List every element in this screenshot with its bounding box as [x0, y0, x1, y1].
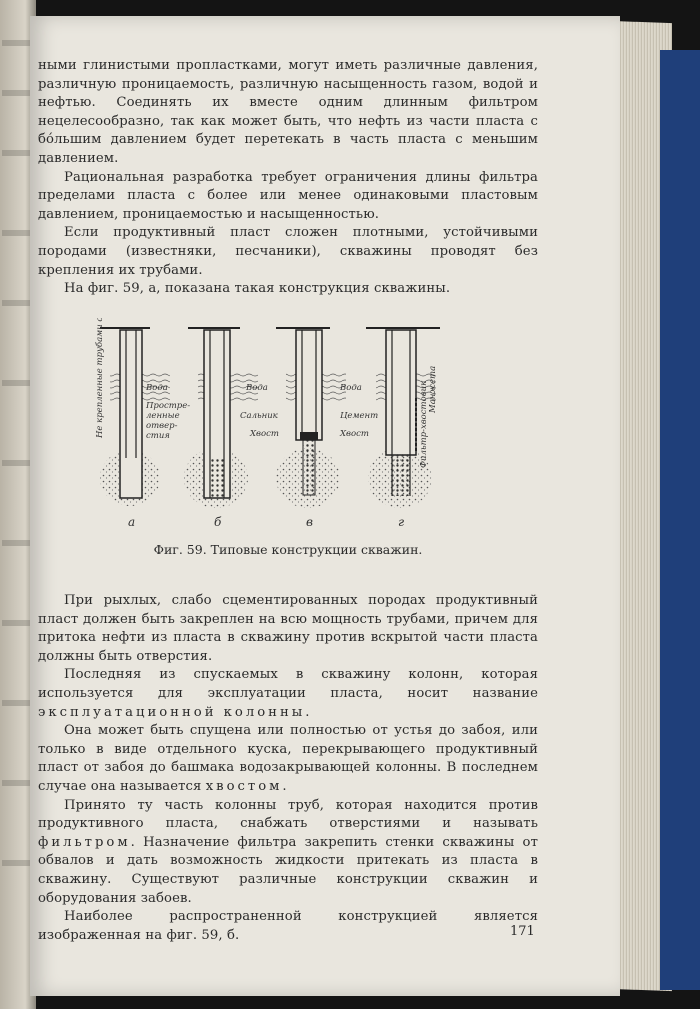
paragraph-5: При рыхлых, слабо сцементированных породах продуктивный пласт должен быть закреплен на всю мощность трубами, причем для притока нефти из пласта в скважину против вскрытой части пласта должны быть отверстия.: [38, 593, 538, 664]
subfigure-g-label: г: [398, 515, 405, 529]
figure-59: [90, 318, 450, 533]
paragraph-8-end: . Назначение фильтра закрепить стенки скважины от обвалов и дать возможность жидкости притекать из пласта в скважину. Существуют различные конструкции скважин и оборудования забоев.: [38, 834, 538, 906]
book-cover: [660, 50, 700, 990]
term-exploitation-column: эксплуатационной колонны: [38, 704, 306, 720]
label-prostrel: Простре-: [146, 401, 191, 411]
label-water-a: Вода: [146, 383, 168, 393]
subfigure-a-label: а: [128, 515, 136, 529]
paragraph-8-text: Принято ту часть колонны труб, которая находится против продуктивного пласта, снабжать отверстиями и называть: [38, 797, 538, 832]
label-filter: Фильтр-хвостовик: [419, 380, 429, 468]
paragraph-7-text: Она может быть спущена или полностью от устья до забоя, или только в виде отдельного куска, перекрывающего продуктивный пласт от забоя до башмака водозакрывающей колонны. В последнем случае она называется: [38, 723, 538, 794]
label-lennye: ленные: [146, 411, 180, 421]
label-water-g: Вода: [340, 383, 362, 393]
figure-caption: Фиг. 59. Типовые конструкции скважин.: [153, 542, 423, 557]
label-water-v: Вода: [246, 383, 268, 393]
label-stiya: стия: [146, 431, 170, 441]
paragraph-6-end: .: [305, 704, 310, 720]
subfigure-v-label: в: [306, 515, 313, 529]
paragraph-6: [38, 666, 538, 722]
term-tail: хвостом: [205, 778, 283, 794]
paragraph-7-end: .: [282, 778, 287, 794]
paragraph-3: Если продуктивный пласт сложен плотными, устойчивыми породами (известняки, песчаники), скважины проводят без крепления их трубами.: [38, 225, 538, 278]
paragraph-8: [38, 797, 538, 909]
well-diagram: [90, 318, 450, 533]
paragraph-7: [38, 722, 538, 796]
page-number: 171: [510, 924, 535, 939]
paragraph-6-text: Последняя из спускаемых в скважину колонн, которая используется для эксплуатации пласта, носит название: [38, 667, 538, 701]
label-salnik: Сальник: [240, 411, 278, 421]
subfigure-b-label: б: [214, 515, 222, 529]
paragraph-4: На фиг. 59, а, показана такая конструкция скважины.: [64, 281, 451, 297]
text-block-top: [38, 57, 538, 299]
paragraph-2: Рациональная разработка требует ограничения длины фильтра пределами пласта с более или менее одинаковыми пластовым давлением, проницаемостью и насыщенностью.: [38, 169, 538, 222]
label-khvost-g: Хвост: [340, 429, 369, 439]
label-otver: отвер-: [146, 421, 178, 431]
label-unfixed-trunks: Не крепленные трубами стволы: [95, 318, 105, 438]
term-filter: фильтром: [38, 834, 131, 850]
label-cement: Цемент: [340, 411, 379, 421]
paragraph-9: Наиболее распространенной конструкцией является изображенная на фиг. 59, б.: [38, 909, 538, 943]
label-manzheta: Манжета: [428, 365, 438, 413]
well-v: [276, 330, 340, 508]
paragraph-1: ными глинистыми пропластками, могут иметь различные давления, различную проницаемость, различную насыщенность газом, водой и нефтью. Соединять их вместе одним длинным фильтром нецелесообразно, так как может быть, что нефть из части пласта с бо́льшим давлением будет перетекать в часть пласта с меньшим давлением.: [38, 58, 538, 166]
well-b: [184, 330, 248, 508]
label-khvost-v: Хвост: [250, 429, 279, 439]
text-block-bottom: [38, 592, 538, 945]
